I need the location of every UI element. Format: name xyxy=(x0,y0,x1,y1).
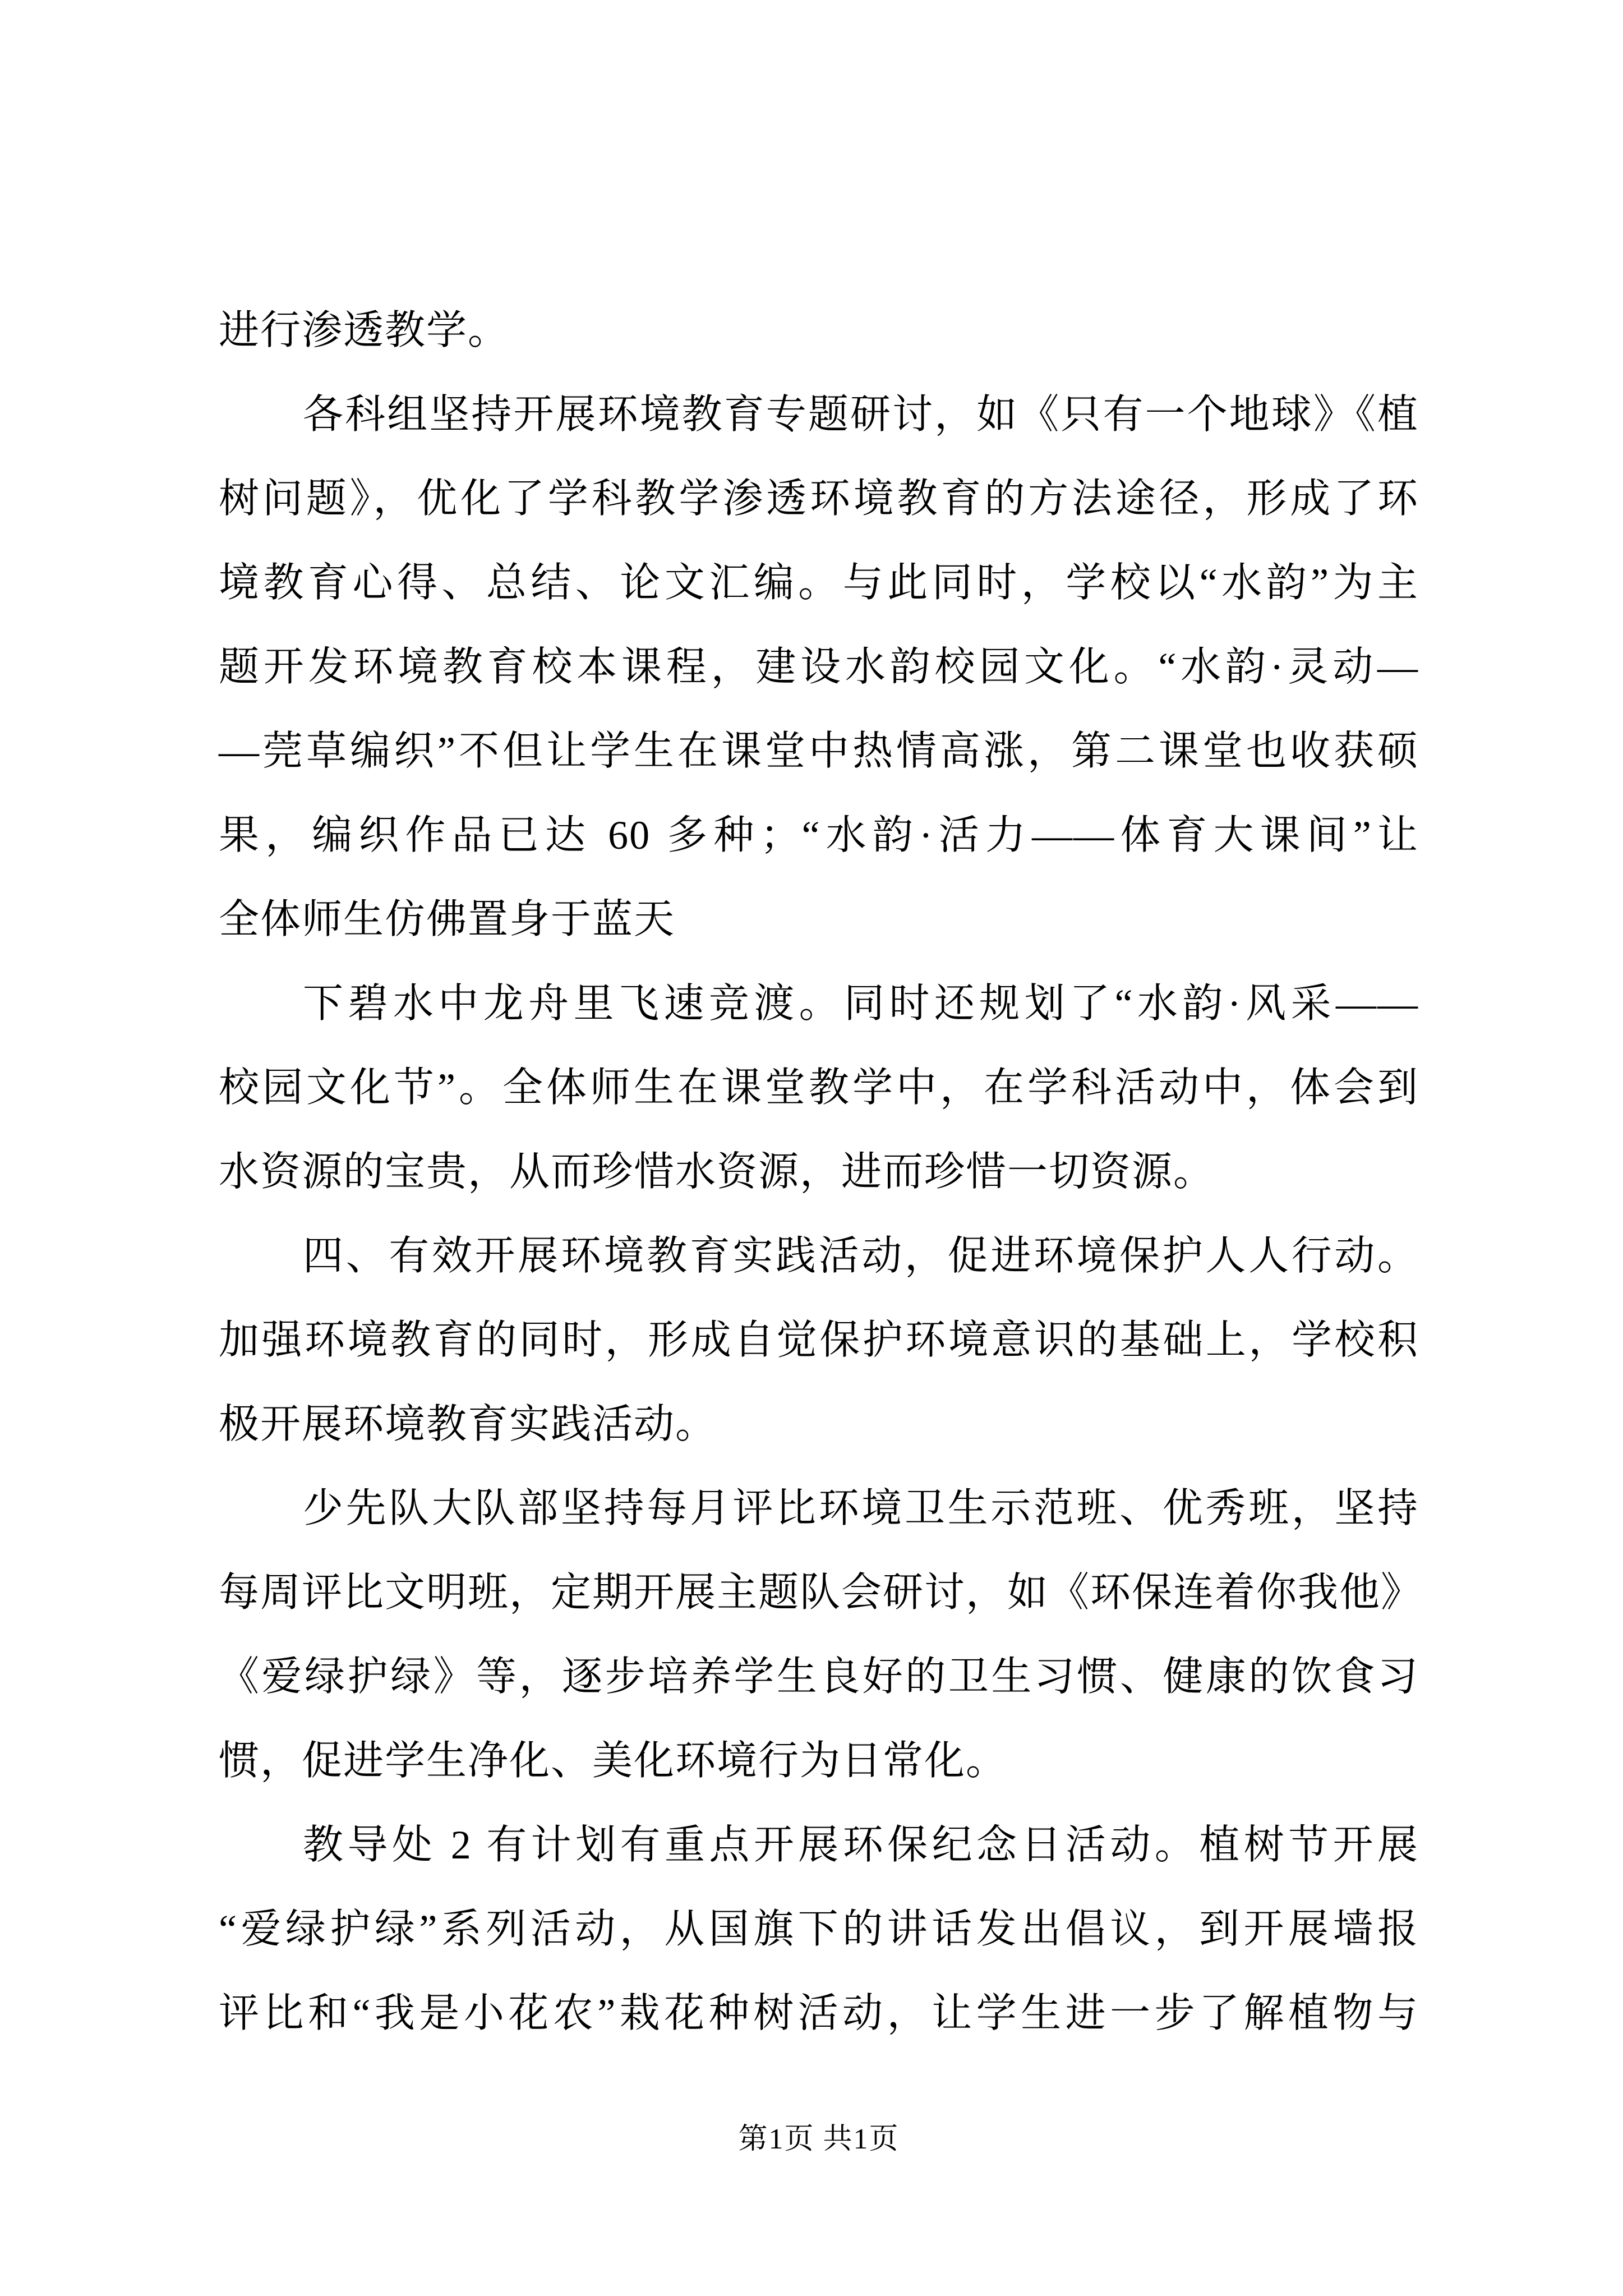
text-line: 极开展环境教育实践活动。 xyxy=(219,1402,717,1447)
text-line: 少先队大队部坚持每月评比环境卫生示范班、优秀班，坚持 xyxy=(303,1486,1419,1531)
text-line: 树问题》，优化了学科教学渗透环境教育的方法途径，形成了环 xyxy=(219,476,1419,521)
text-line: 评比和“我是小花农”栽花种树活动，让学生进一步了解植物与 xyxy=(219,1991,1419,2036)
text-line: 题开发环境教育校本课程，建设水韵校园文化。“水韵·灵动— xyxy=(219,645,1419,689)
text-line: 全体师生仿佛置身于蓝天 xyxy=(219,897,676,942)
text-line: 四、有效开展环境教育实践活动，促进环境保护人人行动。 xyxy=(303,1234,1419,1278)
text-line: 校园文化节”。全体师生在课堂教学中，在学科活动中，体会到 xyxy=(219,1065,1419,1110)
text-line: 教导处 2 有计划有重点开展环保纪念日活动。植树节开展 xyxy=(303,1823,1419,1867)
text-line: 境教育心得、总结、论文汇编。与此同时，学校以“水韵”为主 xyxy=(219,560,1419,605)
text-line: 进行渗透教学。 xyxy=(219,308,510,353)
text-line: —莞草编织”不但让学生在课堂中热情高涨，第二课堂也收获硕 xyxy=(219,729,1419,774)
document-body xyxy=(219,288,1423,2055)
text-line: 《爱绿护绿》等，逐步培养学生良好的卫生习惯、健康的饮食习 xyxy=(219,1654,1419,1699)
text-line: 水资源的宝贵，从而珍惜水资源，进而珍惜一切资源。 xyxy=(219,1149,1215,1194)
text-line: 加强环境教育的同时，形成自觉保护环境意识的基础上，学校积 xyxy=(219,1318,1419,1363)
text-line: “爱绿护绿”系列活动，从国旗下的讲话发出倡议，到开展墙报 xyxy=(219,1907,1419,1952)
text-line: 果，编织作品已达 60 多种；“水韵·活力——体育大课间”让 xyxy=(219,813,1419,858)
text-line: 每周评比文明班，定期开展主题队会研讨，如《环保连着你我他》 xyxy=(219,1570,1423,1615)
text-line: 惯，促进学生净化、美化环境行为日常化。 xyxy=(219,1738,1008,1783)
page-footer xyxy=(219,2122,1419,2157)
text-line: 各科组坚持开展环境教育专题研讨，如《只有一个地球》《植 xyxy=(303,392,1419,437)
page-number-label: 第1页 共1页 xyxy=(738,2123,900,2155)
text-line: 下碧水中龙舟里飞速竞渡。同时还规划了“水韵·风采—— xyxy=(303,981,1419,1026)
